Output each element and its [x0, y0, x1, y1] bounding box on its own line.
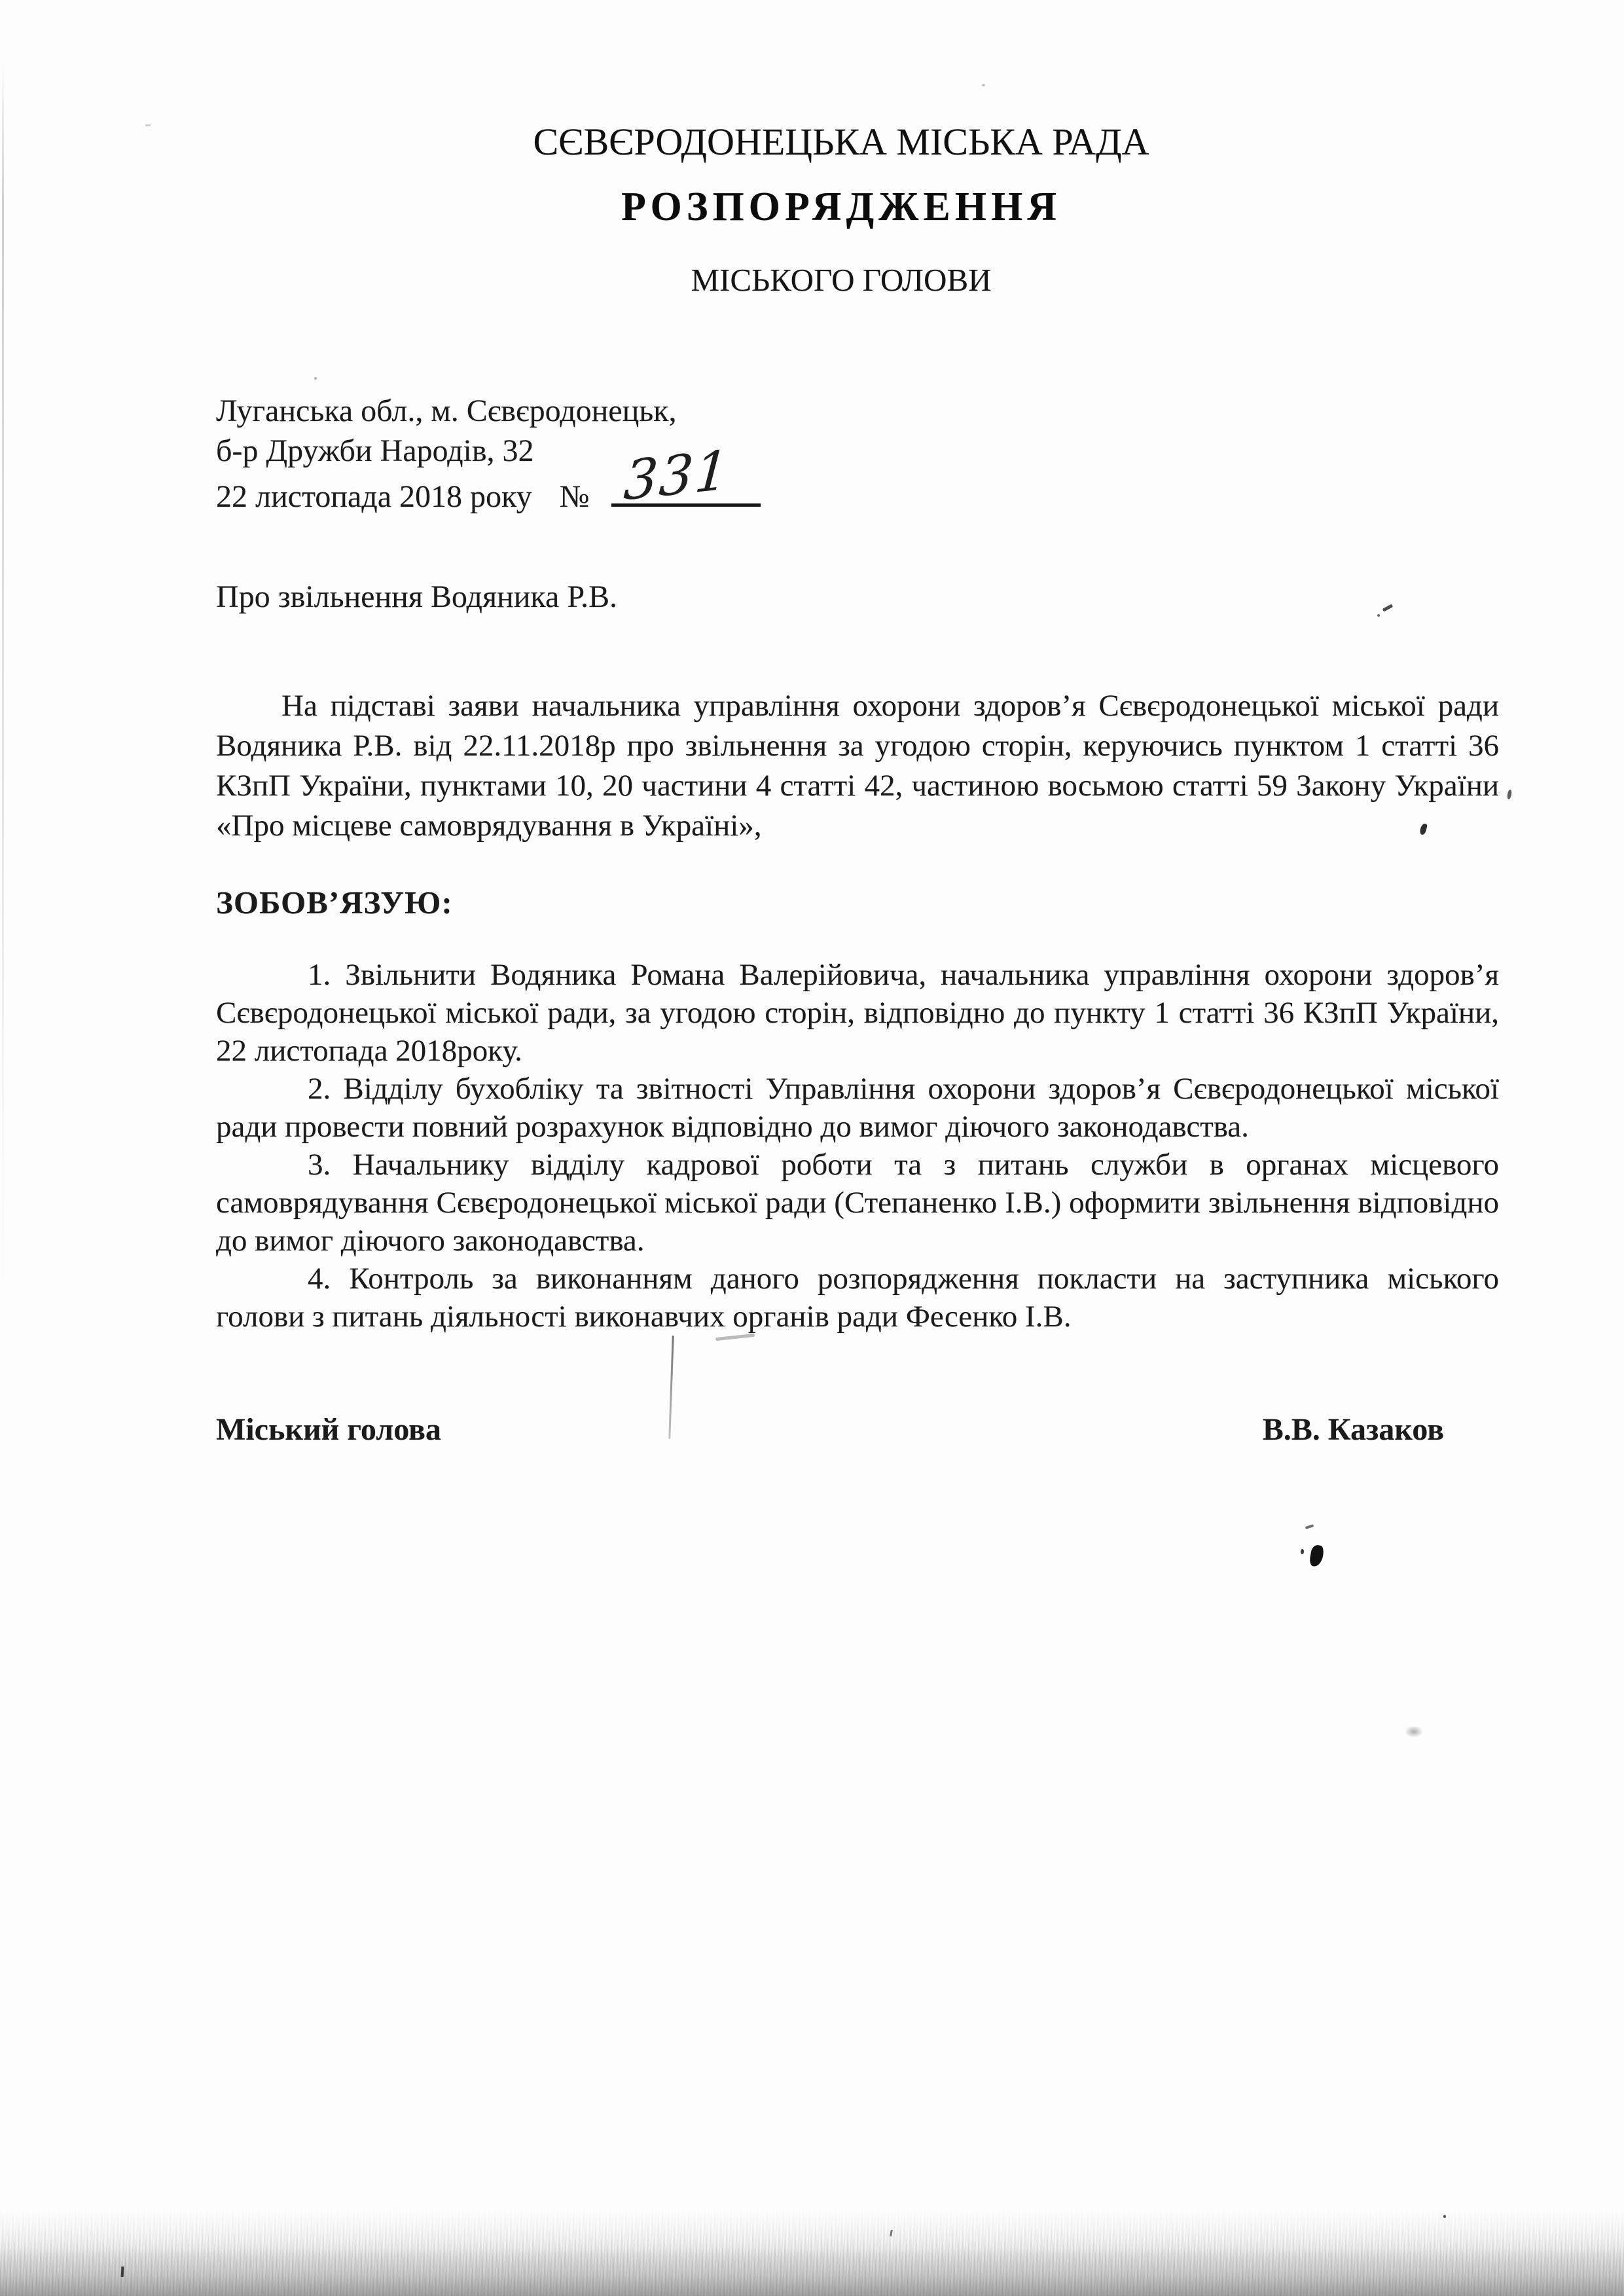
scan-left-edge-line: [2, 59, 4, 1290]
number-sign: №: [559, 479, 590, 514]
doc-type-title: РОЗПОРЯДЖЕННЯ: [621, 185, 1061, 229]
scan-ink-blot: [1308, 1544, 1324, 1568]
number-underline: [611, 439, 761, 513]
signature-title: Міський голова: [216, 1412, 441, 1447]
scan-speck: [1301, 1549, 1304, 1554]
scan-speck: [1305, 1524, 1314, 1529]
order-item-4: 4. Контроль за виконанням даного розпорядження покласти на заступника міського голови з питань діяльності виконавчих органів ради Фесенко І.В.: [216, 1262, 1499, 1334]
org-name-heading: СЄВЄРОДОНЕЦЬКА МІСЬКА РАДА: [533, 120, 1149, 163]
address-line-1: Луганська обл., м. Сєвєродонецьк,: [216, 393, 677, 428]
subject-line: Про звільнення Водяника Р.В.: [216, 579, 618, 614]
scan-speck: [145, 124, 151, 126]
order-item-1: 1. Звільнити Водяника Романа Валерійовича, начальника управління охорони здоров’я Сєвєродонецької міської ради, за угодою сторін, відповідно до пункту 1 статті 36 КЗпП України, 22 листопада 2018року.: [216, 958, 1499, 1068]
signature-row: [216, 1412, 1444, 1448]
order-item-2: 2. Відділу бухобліку та звітності Управління охорони здоров’я Сєвєродонецької міської ради провести повний розрахунок відповідно до вимог діючого законодавства.: [216, 1072, 1499, 1144]
scan-speck: [1377, 614, 1380, 617]
scan-smudge: [1405, 1726, 1423, 1738]
address-block: [216, 391, 761, 517]
date-text: 22 листопада 2018 року: [216, 479, 532, 514]
order-item-3: 3. Начальнику відділу кадрової роботи та з питань служби в органах місцевого самоврядування Сєвєродонецької міської ради (Степаненко І.В.) оформити звільнення відповідно до вимог діючого законодавства.: [216, 1148, 1499, 1258]
obligate-heading: ЗОБОВ’ЯЗУЮ:: [216, 884, 453, 920]
scan-speck: [314, 377, 317, 380]
doc-subtype-heading: МІСЬКОГО ГОЛОВИ: [691, 262, 992, 298]
preamble-paragraph: На підставі заяви начальника управління охорони здоров’я Сєвєродонецької міської ради Водяника Р.В. від 22.11.2018р про звільнення за угодою сторін, керуючись пунктом 1 статті 36 КЗпП України, пунктами 10, 20 частини 4 статті 42, частиною восьмою статті 59 Закону України «Про місцеве самоврядування в Україні»,: [216, 689, 1499, 843]
scan-speck: [1382, 604, 1393, 612]
signature-name: В.В. Казаков: [1262, 1412, 1444, 1447]
scan-speck: [982, 84, 985, 86]
scan-bottom-edge-band: [0, 2208, 1624, 2296]
handwritten-number: 331: [622, 439, 732, 513]
order-items: [216, 956, 1499, 1336]
address-line-2: б-р Дружби Народів, 32: [216, 433, 534, 468]
scan-speck: [1507, 790, 1513, 800]
